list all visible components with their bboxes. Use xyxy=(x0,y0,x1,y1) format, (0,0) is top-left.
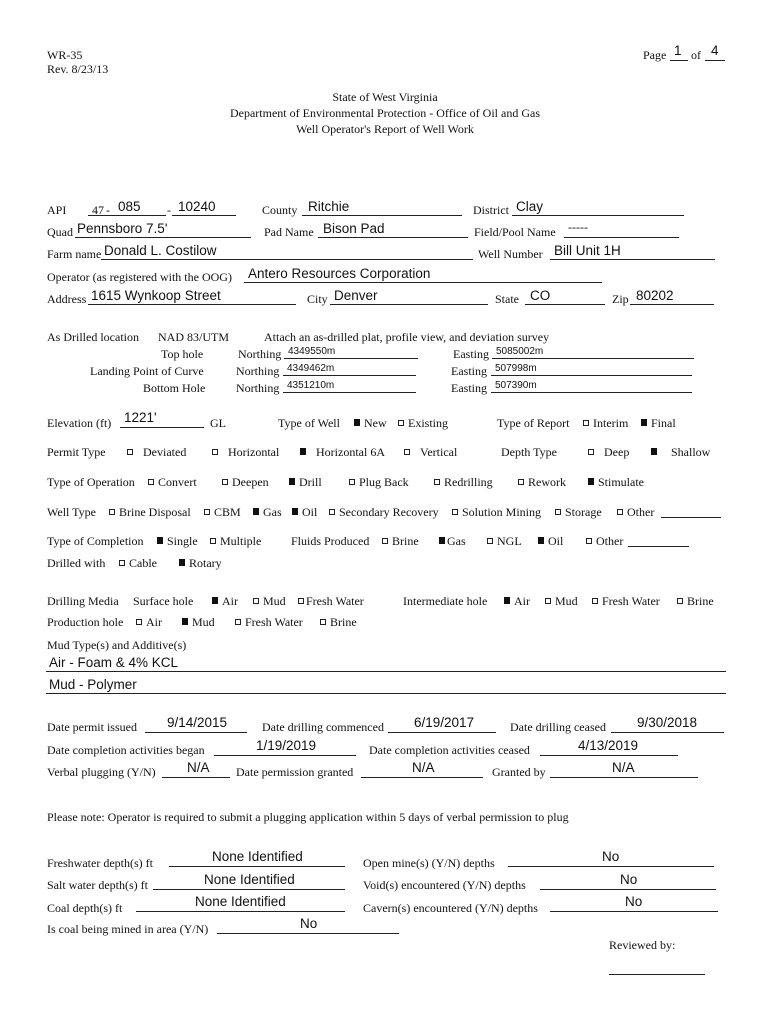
title-report: Well Operator's Report of Well Work xyxy=(296,122,474,136)
coal-mined-value[interactable]: No xyxy=(300,916,318,931)
checkbox-icon xyxy=(617,509,623,515)
district-value[interactable]: Clay xyxy=(516,199,544,214)
fl-ngl-option[interactable]: NGL xyxy=(487,534,522,548)
checkbox-icon xyxy=(109,509,115,515)
pad-name-value[interactable]: Bison Pad xyxy=(323,221,385,236)
date-perm-granted-value[interactable]: N/A xyxy=(412,760,435,775)
top-northing-label: Northing xyxy=(238,347,282,361)
checkbox-icon xyxy=(329,509,335,515)
fl-brine-option[interactable]: Brine xyxy=(382,534,419,548)
depth-shallow-option[interactable]: Shallow xyxy=(651,445,710,459)
landing-northing-label: Northing xyxy=(236,364,280,378)
voids-value[interactable]: No xyxy=(620,872,638,887)
dw-cable-option[interactable]: Cable xyxy=(119,556,157,570)
depth-deep-option[interactable]: Deep xyxy=(588,445,629,459)
top-northing-value[interactable]: 4349550m xyxy=(288,346,336,357)
open-mines-value[interactable]: No xyxy=(602,849,620,864)
date-comp-ceased-value[interactable]: 4/13/2019 xyxy=(578,738,639,753)
ih-brine-option[interactable]: Brine xyxy=(677,594,714,608)
freshwater-value[interactable]: None Identified xyxy=(212,849,303,864)
sh-fresh-option[interactable]: Fresh Water xyxy=(298,594,364,608)
ih-mud-option[interactable]: Mud xyxy=(545,594,578,608)
checkbox-icon xyxy=(583,420,589,426)
page-label: Page xyxy=(643,48,667,62)
checkbox-icon xyxy=(136,619,142,625)
api-state[interactable]: 47 xyxy=(92,203,104,217)
permit-type-label: Permit Type xyxy=(47,445,106,459)
checkbox-icon xyxy=(545,598,551,604)
quad-value[interactable]: Pennsboro 7.5' xyxy=(77,221,168,236)
state-value[interactable]: CO xyxy=(530,288,551,303)
landing-label: Landing Point of Curve xyxy=(90,364,204,378)
landing-easting-label: Easting xyxy=(451,364,487,378)
wt-gas-option[interactable]: Gas xyxy=(253,505,282,519)
ih-fresh-option[interactable]: Fresh Water xyxy=(592,594,660,608)
address-label: Address xyxy=(47,292,87,306)
coal-label: Coal depth(s) ft xyxy=(47,901,123,915)
county-value[interactable]: Ritchie xyxy=(308,199,350,214)
wt-other-option[interactable]: Other xyxy=(617,505,654,519)
checked-box-icon xyxy=(354,419,360,426)
well-new-option[interactable]: New xyxy=(354,416,387,430)
op-redrilling-option[interactable]: Redrilling xyxy=(434,475,493,489)
production-hole-label: Production hole xyxy=(47,615,124,629)
form-number: WR-35 xyxy=(47,48,83,62)
top-easting-value[interactable]: 5085002m xyxy=(496,346,544,357)
wt-solution-option[interactable]: Solution Mining xyxy=(452,505,541,519)
checked-box-icon xyxy=(157,537,163,544)
date-perm-granted-label: Date permission granted xyxy=(236,765,354,779)
verbal-plugging-label: Verbal plugging (Y/N) xyxy=(47,765,156,779)
checkbox-icon xyxy=(404,449,410,455)
checkbox-icon xyxy=(349,479,355,485)
report-interim-option[interactable]: Interim xyxy=(583,416,628,430)
landing-easting-value[interactable]: 507998m xyxy=(495,363,537,374)
form-revision: Rev. 8/23/13 xyxy=(47,62,109,76)
attach-note: Attach an as-drilled plat, profile view, and deviation survey xyxy=(264,330,550,344)
page-total[interactable]: 4 xyxy=(711,43,719,58)
city-label: City xyxy=(307,292,328,306)
fl-oil-option[interactable]: Oil xyxy=(538,534,563,548)
checkbox-icon xyxy=(555,509,561,515)
ph-fresh-option[interactable]: Fresh Water xyxy=(235,615,303,629)
checkbox-icon xyxy=(127,449,133,455)
report-final-option[interactable]: Final xyxy=(641,416,676,430)
fluids-produced-label: Fluids Produced xyxy=(291,534,370,548)
reviewed-by-label: Reviewed by: xyxy=(609,938,676,952)
checkbox-icon xyxy=(222,479,228,485)
permit-horizontal-option[interactable]: Horizontal xyxy=(212,445,279,459)
quad-label: Quad xyxy=(47,225,73,239)
checked-box-icon xyxy=(292,508,298,515)
type-of-well-label: Type of Well xyxy=(278,416,340,430)
plugging-note: Please note: Operator is required to submit a plugging application within 5 days of verbal permission to plug xyxy=(47,810,569,824)
permit-horizontal6a-option[interactable]: Horizontal 6A xyxy=(300,445,385,459)
checkbox-icon xyxy=(148,479,154,485)
address-value[interactable]: 1615 Wynkoop Street xyxy=(91,288,221,303)
ih-air-option[interactable]: Air xyxy=(504,594,530,608)
date-comp-began-label: Date completion activities began xyxy=(47,743,205,757)
zip-value[interactable]: 80202 xyxy=(636,288,674,303)
as-drilled-label: As Drilled location xyxy=(47,330,139,344)
zip-label: Zip xyxy=(612,292,629,306)
type-of-operation-label: Type of Operation xyxy=(47,475,135,489)
checkbox-icon xyxy=(586,538,592,544)
saltwater-label: Salt water depth(s) ft xyxy=(47,878,148,892)
checkbox-icon xyxy=(487,538,493,544)
bottom-northing-value[interactable]: 4351210m xyxy=(287,380,335,391)
sh-mud-option[interactable]: Mud xyxy=(253,594,286,608)
checked-box-icon xyxy=(538,537,544,544)
mud-type-2[interactable]: Mud - Polymer xyxy=(49,677,137,692)
gl-label: GL xyxy=(210,416,226,430)
date-ceased-value[interactable]: 9/30/2018 xyxy=(637,715,698,730)
date-commenced-label: Date drilling commenced xyxy=(262,720,384,734)
granted-by-value[interactable]: N/A xyxy=(612,760,635,775)
title-department: Department of Environmental Protection - Office of Oil and Gas xyxy=(229,106,541,120)
api-label: API xyxy=(47,203,67,217)
elevation-label: Elevation (ft) xyxy=(47,416,112,430)
comp-multiple-option[interactable]: Multiple xyxy=(210,534,261,548)
freshwater-label: Freshwater depth(s) ft xyxy=(47,856,153,870)
op-convert-option[interactable]: Convert xyxy=(148,475,197,489)
reviewer-signature-line[interactable] xyxy=(609,974,705,975)
saltwater-value[interactable]: None Identified xyxy=(204,872,295,887)
farm-name-label: Farm name xyxy=(47,247,102,261)
well-number-label: Well Number xyxy=(478,247,543,261)
checkbox-icon xyxy=(382,538,388,544)
checked-box-icon xyxy=(504,597,510,604)
checked-box-icon xyxy=(588,478,594,485)
wt-storage-option[interactable]: Storage xyxy=(555,505,602,519)
fl-gas-option[interactable]: Gas xyxy=(439,534,466,548)
surface-hole-label: Surface hole xyxy=(133,594,194,608)
top-hole-label: Top hole xyxy=(161,347,204,361)
sh-air-option[interactable]: Air xyxy=(212,594,238,608)
checkbox-icon xyxy=(235,619,241,625)
field-pool-label: Field/Pool Name xyxy=(474,225,556,239)
checkbox-icon xyxy=(298,598,304,604)
operator-label: Operator (as registered with the OOG) xyxy=(47,270,232,284)
wt-secondary-option[interactable]: Secondary Recovery xyxy=(329,505,439,519)
checked-box-icon xyxy=(300,448,306,455)
date-permit-label: Date permit issued xyxy=(47,720,137,734)
elevation-value[interactable]: 1221' xyxy=(124,410,157,425)
mud-type-1[interactable]: Air - Foam & 4% KCL xyxy=(49,655,179,670)
bottom-hole-label: Bottom Hole xyxy=(143,381,206,395)
dw-rotary-option[interactable]: Rotary xyxy=(179,556,222,570)
checkbox-icon xyxy=(434,479,440,485)
drilled-with-label: Drilled with xyxy=(47,556,106,570)
top-easting-label: Easting xyxy=(453,347,489,361)
county-label: County xyxy=(262,203,298,217)
op-rework-option[interactable]: Rework xyxy=(518,475,566,489)
district-label: District xyxy=(473,203,509,217)
permit-vertical-option[interactable]: Vertical xyxy=(404,445,457,459)
date-ceased-label: Date drilling ceased xyxy=(510,720,606,734)
date-permit-value[interactable]: 9/14/2015 xyxy=(167,715,228,730)
checked-box-icon xyxy=(439,537,445,544)
ph-air-option[interactable]: Air xyxy=(136,615,162,629)
depth-type-label: Depth Type xyxy=(501,445,557,459)
checkbox-icon xyxy=(212,449,218,455)
page-number[interactable]: 1 xyxy=(674,43,682,58)
checked-box-icon xyxy=(182,618,188,625)
bottom-northing-label: Northing xyxy=(236,381,280,395)
voids-label: Void(s) encountered (Y/N) depths xyxy=(363,878,526,892)
checkbox-icon xyxy=(592,598,598,604)
checked-box-icon xyxy=(212,597,218,604)
mud-types-label: Mud Type(s) and Additive(s) xyxy=(47,638,187,652)
drilling-media-label: Drilling Media xyxy=(47,594,119,608)
ph-brine-option[interactable]: Brine xyxy=(320,615,357,629)
checkbox-icon xyxy=(204,509,210,515)
state-label: State xyxy=(495,292,519,306)
op-plugback-option[interactable]: Plug Back xyxy=(349,475,409,489)
checkbox-icon xyxy=(677,598,683,604)
checked-box-icon xyxy=(641,419,647,426)
caverns-label: Cavern(s) encountered (Y/N) depths xyxy=(363,901,538,915)
permit-deviated-option[interactable]: Deviated xyxy=(127,445,186,459)
checkbox-icon xyxy=(253,598,259,604)
pad-name-label: Pad Name xyxy=(264,225,314,239)
of-label: of xyxy=(691,48,701,62)
nad-label: NAD 83/UTM xyxy=(158,330,229,344)
date-comp-ceased-label: Date completion activities ceased xyxy=(369,743,530,757)
comp-single-option[interactable]: Single xyxy=(157,534,198,548)
coal-value[interactable]: None Identified xyxy=(195,894,286,909)
farm-name-value[interactable]: Donald L. Costilow xyxy=(104,243,217,258)
intermediate-hole-label: Intermediate hole xyxy=(403,594,488,608)
checked-box-icon xyxy=(253,508,259,515)
date-commenced-value[interactable]: 6/19/2017 xyxy=(414,715,475,730)
coal-mined-label: Is coal being mined in area (Y/N) xyxy=(47,922,209,936)
well-type-label: Well Type xyxy=(47,505,96,519)
fl-other-option[interactable]: Other xyxy=(586,534,623,548)
caverns-value[interactable]: No xyxy=(625,894,643,909)
type-of-report-label: Type of Report xyxy=(497,416,570,430)
granted-by-label: Granted by xyxy=(492,765,546,779)
wt-cbm-option[interactable]: CBM xyxy=(204,505,241,519)
op-deepen-option[interactable]: Deepen xyxy=(222,475,269,489)
verbal-plugging-value[interactable]: N/A xyxy=(187,760,210,775)
op-drill-option[interactable]: Drill xyxy=(289,475,322,489)
api-number[interactable]: 10240 xyxy=(178,199,216,214)
city-value[interactable]: Denver xyxy=(334,288,378,303)
wt-brine-option[interactable]: Brine Disposal xyxy=(109,505,191,519)
checkbox-icon xyxy=(119,560,125,566)
checkbox-icon xyxy=(320,619,326,625)
well-number-value[interactable]: Bill Unit 1H xyxy=(554,243,621,258)
checkbox-icon xyxy=(518,479,524,485)
open-mines-label: Open mine(s) (Y/N) depths xyxy=(363,856,495,870)
date-comp-began-value[interactable]: 1/19/2019 xyxy=(256,738,317,753)
op-stimulate-option[interactable]: Stimulate xyxy=(588,475,644,489)
checkbox-icon xyxy=(452,509,458,515)
bottom-easting-value[interactable]: 507390m xyxy=(495,380,537,391)
checkbox-icon xyxy=(398,420,404,426)
checked-box-icon xyxy=(179,559,185,566)
checkbox-icon xyxy=(210,538,216,544)
api-county[interactable]: 085 xyxy=(118,199,141,214)
checked-box-icon xyxy=(651,448,657,455)
operator-value[interactable]: Antero Resources Corporation xyxy=(248,266,431,281)
landing-northing-value[interactable]: 4349462m xyxy=(287,363,335,374)
checked-box-icon xyxy=(289,478,295,485)
ph-mud-option[interactable]: Mud xyxy=(182,615,215,629)
field-pool-value[interactable]: ----- xyxy=(568,220,588,234)
well-existing-option[interactable]: Existing xyxy=(398,416,448,430)
wt-oil-option[interactable]: Oil xyxy=(292,505,317,519)
title-state: State of West Virginia xyxy=(332,90,438,104)
checkbox-icon xyxy=(588,449,594,455)
bottom-easting-label: Easting xyxy=(451,381,487,395)
type-of-completion-label: Type of Completion xyxy=(47,534,144,548)
